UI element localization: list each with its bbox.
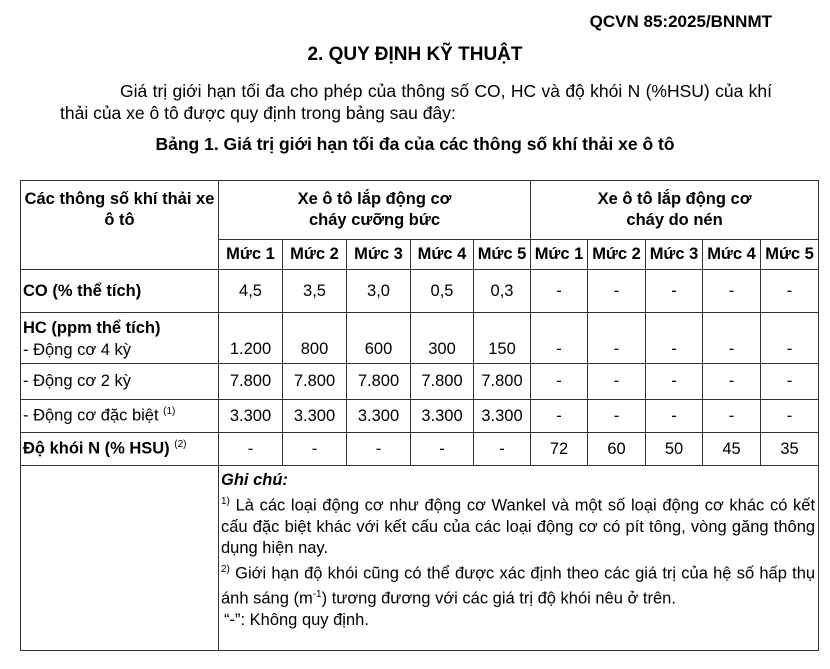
- cell: 7.800: [474, 364, 531, 400]
- cell: -: [588, 364, 646, 400]
- level-header: Mức 3: [347, 240, 411, 270]
- emission-limits-table: [20, 180, 819, 651]
- table-row: [21, 313, 819, 364]
- note-3: “-”: Không quy định.: [224, 610, 369, 629]
- cell: 150: [474, 313, 531, 364]
- cell: 3,0: [347, 270, 411, 313]
- cell: 72: [531, 433, 588, 466]
- cell: 1.200: [219, 313, 283, 364]
- table-row: [21, 433, 819, 466]
- cell: 7.800: [283, 364, 347, 400]
- cell: 3.300: [347, 400, 411, 433]
- notes-title: Ghi chú:: [221, 471, 288, 489]
- cell: -: [703, 364, 761, 400]
- cell: 800: [283, 313, 347, 364]
- standard-code: QCVN 85:2025/BNNMT: [589, 12, 772, 31]
- intro-paragraph: Giá trị giới hạn tối đa cho phép của thông số CO, HC và độ khói N (%HSU) của khí thải của xe ô tô được quy định trong bảng sau đây:: [60, 81, 772, 123]
- cell: 50: [646, 433, 703, 466]
- cell: -: [531, 400, 588, 433]
- cell: 35: [761, 433, 819, 466]
- notes-empty-cell: [21, 466, 219, 651]
- cell: -: [531, 364, 588, 400]
- level-header: Mức 1: [219, 240, 283, 270]
- cell: 3.300: [219, 400, 283, 433]
- cell: -: [646, 313, 703, 364]
- cell: 3.300: [283, 400, 347, 433]
- row-label: CO (% thể tích): [21, 270, 219, 313]
- cell: 0,3: [474, 270, 531, 313]
- cell: -: [588, 400, 646, 433]
- cell: -: [703, 270, 761, 313]
- table-row: [21, 400, 819, 433]
- hc-group-label: HC (ppm thể tích): [23, 319, 161, 337]
- table-row: [21, 270, 819, 313]
- cell: 45: [703, 433, 761, 466]
- level-header: Mức 2: [283, 240, 347, 270]
- level-header: Mức 2: [588, 240, 646, 270]
- cell: -: [761, 364, 819, 400]
- cell: 4,5: [219, 270, 283, 313]
- cell: -: [283, 433, 347, 466]
- cell: -: [588, 313, 646, 364]
- cell: 300: [411, 313, 474, 364]
- cell: -: [761, 270, 819, 313]
- header-group-spark-ignition: Xe ô tô lắp động cơ cháy cưỡng bức: [219, 181, 531, 240]
- header-group-compression-ignition: Xe ô tô lắp động cơ cháy do nén: [531, 181, 819, 240]
- cell: -: [219, 433, 283, 466]
- cell: -: [646, 270, 703, 313]
- level-header: Mức 1: [531, 240, 588, 270]
- note-1: $^{1)}$ Là các loại động cơ như động cơ Wankel và một số loại động cơ khác có kết cấu đặc biệt khác với kết cấu của các loại động cơ có pít tông, vòng găng thông dụng hiện nay.: [221, 496, 816, 557]
- cell: -: [703, 400, 761, 433]
- cell: -: [588, 270, 646, 313]
- cell: -: [646, 400, 703, 433]
- level-header: Mức 5: [761, 240, 819, 270]
- cell: 3.300: [474, 400, 531, 433]
- footnote-ref: (1): [163, 406, 176, 418]
- cell: 7.800: [347, 364, 411, 400]
- cell: 60: [588, 433, 646, 466]
- header-param: Các thông số khí thải xe ô tô: [21, 181, 219, 270]
- cell: -: [531, 313, 588, 364]
- row-label: - Động cơ đặc biệt $^{(1)}$: [21, 400, 219, 433]
- cell: -: [411, 433, 474, 466]
- notes-row: [21, 466, 819, 651]
- notes-cell: [219, 466, 819, 651]
- level-header: Mức 3: [646, 240, 703, 270]
- row-label: - Động cơ 2 kỳ: [21, 364, 219, 400]
- cell: 3,5: [283, 270, 347, 313]
- table-caption: Bảng 1. Giá trị giới hạn tối đa của các thông số khí thải xe ô tô: [155, 134, 675, 154]
- cell: -: [646, 364, 703, 400]
- row-sublabel: - Động cơ 4 kỳ: [23, 341, 132, 359]
- cell: 600: [347, 313, 411, 364]
- level-header: Mức 5: [474, 240, 531, 270]
- level-header: Mức 4: [703, 240, 761, 270]
- cell: -: [761, 400, 819, 433]
- level-header: Mức 4: [411, 240, 474, 270]
- cell: 7.800: [411, 364, 474, 400]
- cell: 0,5: [411, 270, 474, 313]
- cell: 7.800: [219, 364, 283, 400]
- section-title: 2. QUY ĐỊNH KỸ THUẬT: [307, 44, 523, 65]
- table-row: [21, 364, 819, 400]
- cell: 3.300: [411, 400, 474, 433]
- row-label: Độ khói N (% HSU) $^{(2)}$: [21, 433, 219, 466]
- cell: -: [703, 313, 761, 364]
- row-label: [21, 313, 219, 364]
- note-2: $^{2)}$ Giới hạn độ khói cũng có thể được xác định theo các giá trị của hệ số hấp thụ ánh sáng $(m^{-1})$ tương đương với các giá trị độ khói nêu ở trên.: [221, 563, 816, 608]
- cell: -: [347, 433, 411, 466]
- footnote-ref: (2): [174, 439, 187, 451]
- cell: -: [761, 313, 819, 364]
- cell: -: [474, 433, 531, 466]
- cell: -: [531, 270, 588, 313]
